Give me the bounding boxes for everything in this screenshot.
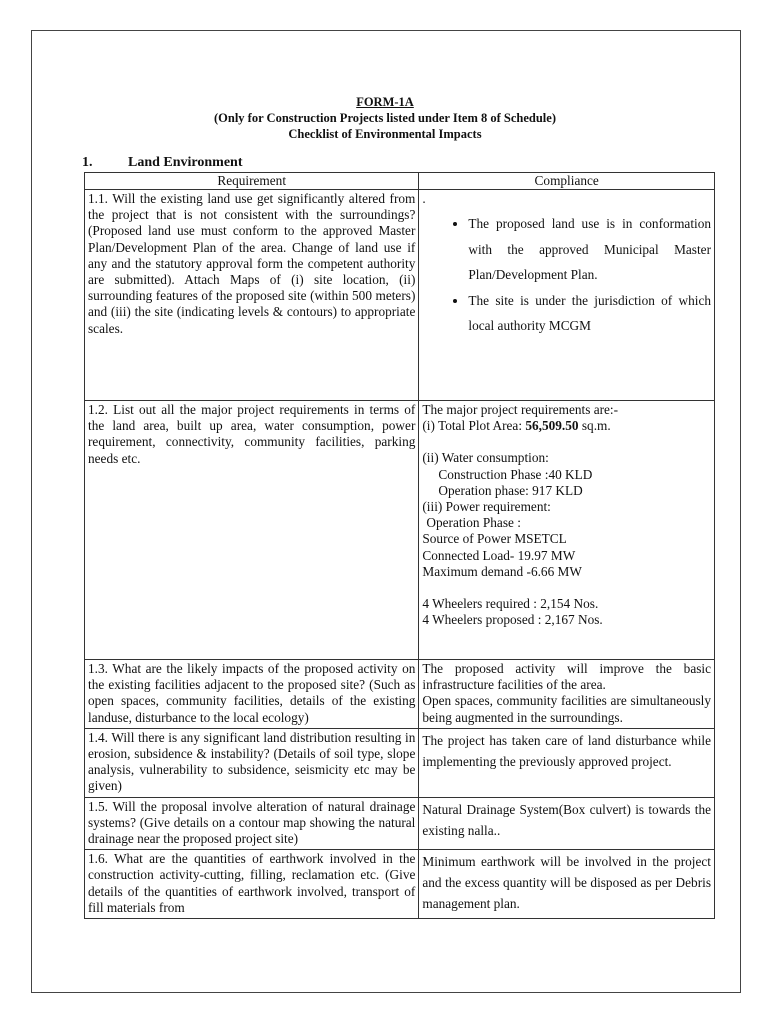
power-connected-load: Connected Load- 19.97 MW — [422, 547, 576, 563]
compliance-text: The project has taken care of land disturbance while implementing the previously approved project. — [422, 732, 711, 769]
compliance-bullets — [422, 211, 711, 339]
spacer — [422, 580, 711, 596]
power-max-demand: Maximum demand -6.66 MW — [422, 563, 582, 579]
parking-proposed: 4 Wheelers proposed : 2,167 Nos. — [422, 612, 603, 628]
compliance-lead: . — [422, 191, 426, 206]
water-operation: Operation phase: 917 KLD — [438, 482, 583, 498]
checklist-title: Checklist of Environmental Impacts — [288, 127, 482, 141]
bullet-item: • The proposed land use is in conformation with the approved Municipal Master Plan/Development Plan. — [468, 211, 711, 288]
form-title: FORM-1A — [356, 95, 414, 109]
water-construction: Construction Phase :40 KLD — [438, 466, 593, 482]
bullet-item: • The site is under the jurisdiction of which local authority MCGM — [468, 288, 711, 339]
header-compliance: Compliance — [419, 173, 715, 190]
requirement-cell: 1.1. Will the existing land use get significantly altered from the project that is not consistent with the surroundings? (Proposed land use must conform to the approved Master Plan/Development Plan of the area. Change of land use if any and the statutory approval form the competent authority are submitted). Attach Maps of (i) site location, (ii) surrounding features of the proposed site (within 500 meters) and (iii) the site (indicating levels & contours) to appropriate scales. — [85, 190, 419, 401]
compliance-cell — [419, 190, 715, 401]
table-row — [85, 660, 715, 729]
compliance-cell — [419, 797, 715, 850]
table-row — [85, 401, 715, 660]
compliance-text: Open spaces, community facilities are simultaneously being augmented in the surroundings. — [422, 693, 711, 725]
table-row — [85, 190, 715, 401]
header-requirement: Requirement — [85, 173, 419, 190]
spacer — [422, 434, 711, 450]
plot-area-line — [422, 418, 711, 434]
power-phase: Operation Phase : — [426, 515, 521, 531]
section-heading — [82, 155, 243, 171]
compliance-text: The proposed activity will improve the basic infrastructure facilities of the area. — [422, 661, 711, 693]
plot-area-value: 56,509.50 — [525, 418, 579, 434]
table-row — [85, 728, 715, 797]
checklist-table — [84, 172, 715, 919]
compliance-text: Minimum earthwork will be involved in the project and the excess quantity will be disposed as per Debris management plan. — [422, 854, 711, 912]
water-label: (ii) Water consumption: — [422, 450, 549, 466]
section-title: Land Environment — [128, 155, 243, 170]
parking-required: 4 Wheelers required : 2,154 Nos. — [422, 596, 599, 612]
requirement-cell: 1.6. What are the quantities of earthwork involved in the construction activity-cutting, filling, reclamation etc. (Give details of the quantities of earthwork involved, transport of fill materials from — [85, 850, 419, 919]
table-row — [85, 850, 715, 919]
plot-area-label: (i) Total Plot Area: — [422, 418, 523, 434]
compliance-cell — [419, 401, 715, 660]
power-source: Source of Power MSETCL — [422, 531, 567, 547]
table-header-row — [85, 173, 715, 190]
compliance-cell — [419, 850, 715, 919]
table-row — [85, 797, 715, 850]
plot-area-unit: sq.m. — [581, 418, 611, 434]
requirements-intro: The major project requirements are:- — [422, 402, 619, 417]
requirement-cell: 1.3. What are the likely impacts of the proposed activity on the existing facilities adjacent to the proposed site? (Such as open spaces, community facilities, details of the existing landuse, disturbance to the local ecology) — [85, 660, 419, 729]
requirement-cell: 1.4. Will there is any significant land distribution resulting in erosion, subsidence & instability? (Details of soil type, slope analysis, vulnerability to subsidence, seismicity etc may be given) — [85, 728, 419, 797]
power-label: (iii) Power requirement: — [422, 499, 551, 515]
section-number: 1. — [82, 155, 93, 170]
requirement-cell: 1.2. List out all the major project requirements in terms of the land area, built up area, water consumption, power requirement, connectivity, community facilities, parking needs etc. — [85, 401, 419, 660]
compliance-cell — [419, 728, 715, 797]
requirement-cell: 1.5. Will the proposal involve alteration of natural drainage systems? (Give details on a contour map showing the natural drainage near the proposed project site) — [85, 797, 419, 850]
compliance-text: Natural Drainage System(Box culvert) is towards the existing nalla.. — [422, 801, 711, 838]
compliance-cell — [419, 660, 715, 729]
form-subtitle: (Only for Construction Projects listed under Item 8 of Schedule) — [214, 111, 556, 125]
